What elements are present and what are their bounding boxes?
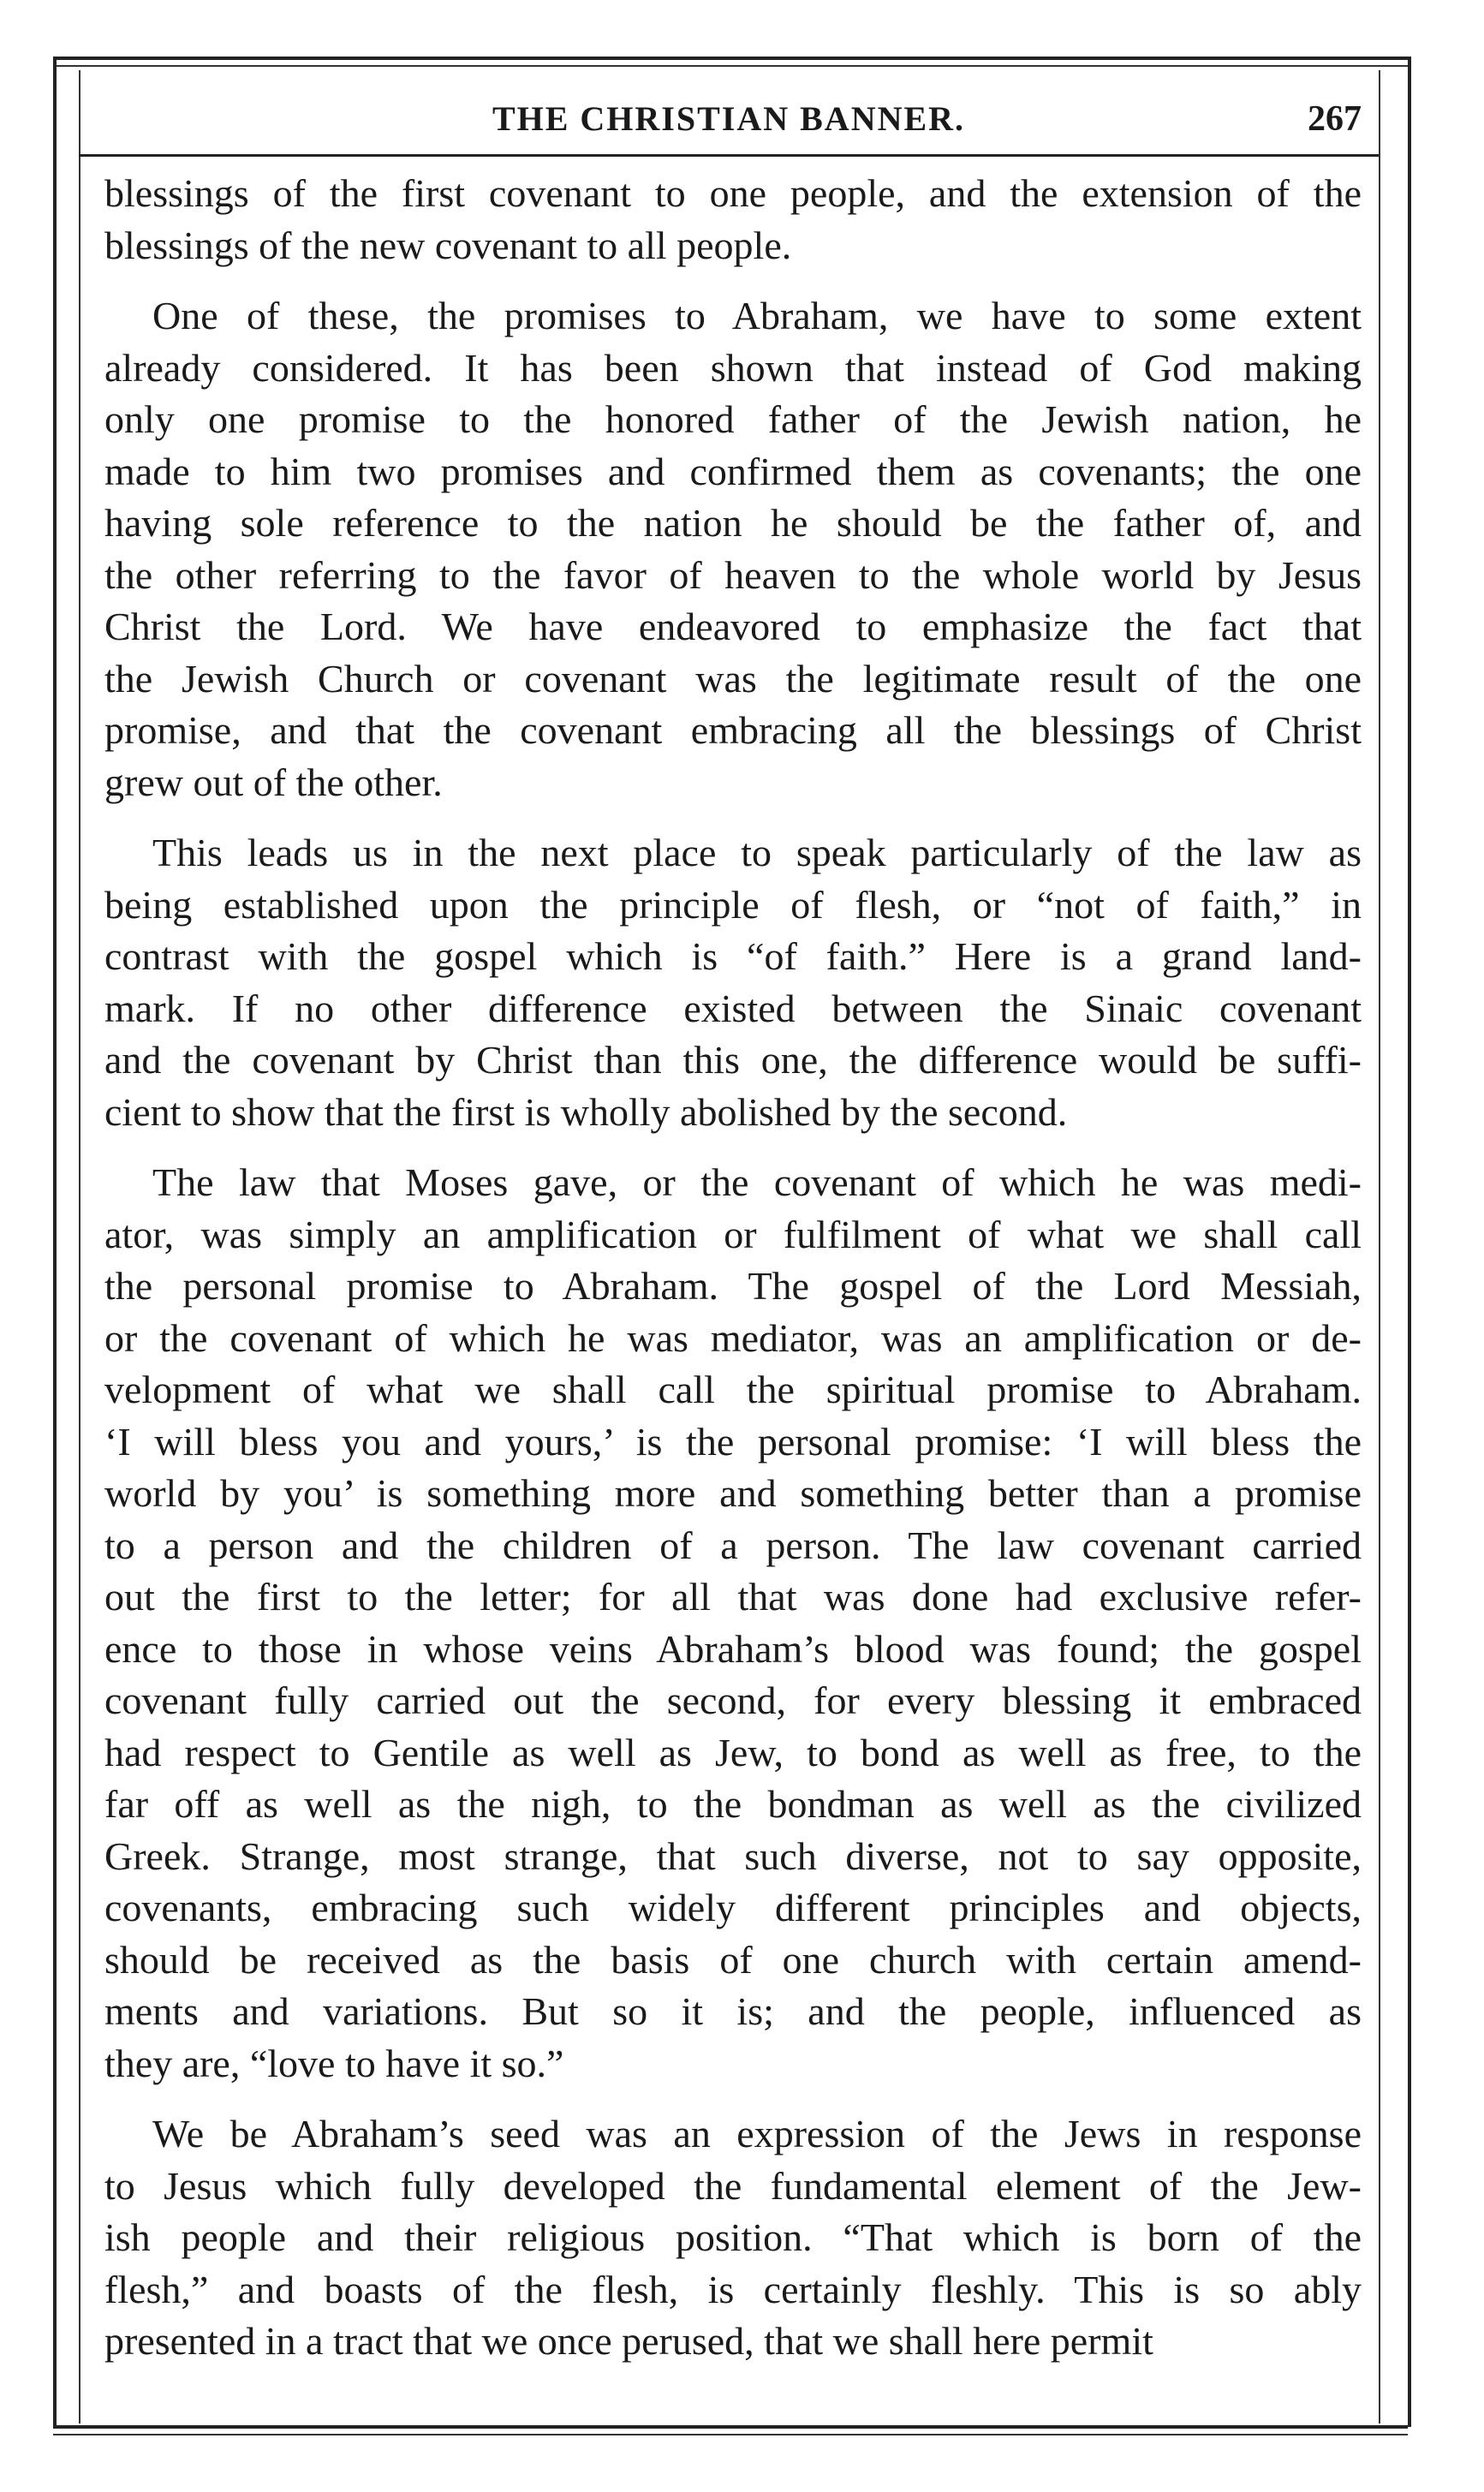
text-line: ‘I will bless you and yours,’ is the personal promise: ‘I will bless the (104, 1419, 1362, 1464)
right-inner-rule (1379, 70, 1380, 2423)
paragraph (104, 290, 1362, 808)
text-line: far off as well as the nigh, to the bondman as well as the civilized (104, 1782, 1362, 1826)
paragraph (104, 168, 1362, 271)
text-line: or the covenant of which he was mediator, was an amplification or de- (104, 1315, 1362, 1360)
paragraph (104, 1157, 1362, 2090)
text-line: had respect to Gentile as well as Jew, to bond as well as free, to the (104, 1730, 1362, 1774)
paragraph-gap (104, 271, 1362, 290)
text-line: should be received as the basis of one church with certain amend- (104, 1937, 1362, 1982)
text-line: to Jesus which fully developed the fundamental element of the Jew- (104, 2163, 1362, 2208)
text-line: the personal promise to Abraham. The gospel of the Lord Messiah, (104, 1264, 1362, 1308)
text-line: velopment of what we shall call the spiritual promise to Abraham. (104, 1368, 1362, 1411)
text-line: world by you’ is something more and something better than a promise (104, 1471, 1362, 1515)
text-line: having sole reference to the nation he should be the father of, and (104, 501, 1362, 545)
text-line: We be Abraham’s seed was an expression of the Jews in response (152, 2112, 1362, 2155)
running-title: THE CHRISTIAN BANNER. (492, 99, 966, 138)
text-line: made to him two promises and confirmed them as covenants; the one (104, 449, 1362, 493)
text-line: presented in a tract that we once perused, that we shall here permit (104, 2319, 1153, 2363)
text-line: only one promise to the honored father of the Jewish nation, he (104, 397, 1362, 441)
text-line: mark. If no other difference existed between the Sinaic covenant (104, 986, 1362, 1030)
text-line: blessings of the first covenant to one people, and the extension of the (104, 171, 1362, 215)
text-line: the other referring to the favor of heaven to the whole world by Jesus (104, 552, 1362, 597)
text-line: cient to show that the first is wholly abolished by the second. (104, 1089, 1068, 1134)
paragraph (104, 2108, 1362, 2368)
paragraph-gap (104, 1138, 1362, 1157)
text-line: blessings of the new covenant to all people. (104, 223, 792, 267)
paragraph (104, 827, 1362, 1138)
text-line: ments and variations. But so it is; and the people, influenced as (104, 1989, 1362, 2033)
page-number: 267 (1308, 99, 1362, 139)
header-rule (79, 154, 1379, 157)
left-inner-rule (79, 70, 80, 2423)
paragraph-gap (104, 2090, 1362, 2108)
text-line: to a person and the children of a person. The law covenant carried (104, 1523, 1362, 1567)
text-line: already considered. It has been shown that instead of God making (104, 345, 1362, 390)
text-line: The law that Moses gave, or the covenant of which he was medi- (152, 1160, 1362, 1204)
text-line: covenant fully carried out the second, for every blessing it embraced (104, 1678, 1362, 1722)
text-line: One of these, the promises to Abraham, we have to some extent (152, 294, 1362, 337)
text-line: covenants, embracing such widely different principles and objects, (104, 1886, 1362, 1929)
bottom-border-rule (53, 2425, 1408, 2429)
bottom-border-rule-inner (53, 2434, 1408, 2435)
text-line: ator, was simply an amplification or fulfilment of what we shall call (104, 1212, 1362, 1256)
text-line: and the covenant by Christ than this one, the difference would be suffi- (104, 1038, 1362, 1082)
text-line: ish people and their religious position. “That which is born of the (104, 2215, 1362, 2259)
text-line: flesh,” and boasts of the flesh, is certainly fleshly. This is so ably (104, 2267, 1362, 2311)
text-line: the Jewish Church or covenant was the legitimate result of the one (104, 656, 1362, 701)
text-line: out the first to the letter; for all that was done had exclusive refer- (104, 1575, 1362, 1619)
text-line: they are, “love to have it so.” (104, 2041, 564, 2085)
paragraph-gap (104, 808, 1362, 827)
text-line: This leads us in the next place to speak particularly of the law as (152, 831, 1362, 874)
text-line: Christ the Lord. We have endeavored to emphasize the fact that (104, 605, 1362, 648)
text-line: grew out of the other. (104, 760, 443, 804)
running-head (79, 89, 1379, 149)
body-text (104, 168, 1362, 2368)
text-line: ence to those in whose veins Abraham’s blood was found; the gospel (104, 1626, 1362, 1671)
text-line: contrast with the gospel which is “of faith.” Here is a grand land- (104, 934, 1362, 978)
text-line: promise, and that the covenant embracing all the blessings of Christ (104, 708, 1362, 752)
text-line: being established upon the principle of flesh, or “not of faith,” in (104, 882, 1362, 927)
text-line: Greek. Strange, most strange, that such diverse, not to say opposite, (104, 1833, 1362, 1878)
